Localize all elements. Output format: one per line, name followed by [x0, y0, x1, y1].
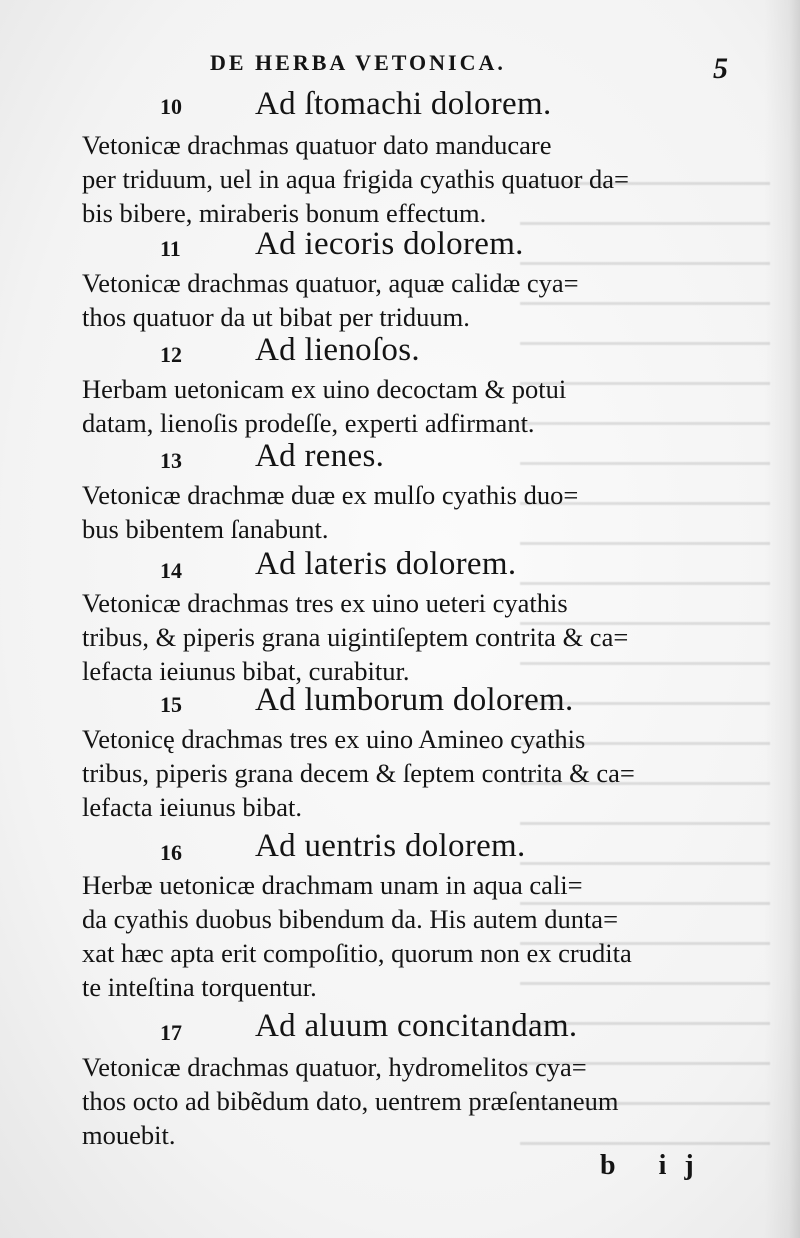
section-text: [82, 722, 722, 824]
section-number: 12: [160, 342, 182, 367]
section-heading: Ad renes.: [255, 438, 385, 474]
section-heading: Ad lumborum dolorem.: [255, 682, 574, 718]
text-line: lefacta ieiunus bibat, curabitur.: [82, 656, 410, 686]
text-line: per triduum, uel in aqua frigida cyathis quatuor da=: [82, 164, 629, 194]
section-text: [82, 128, 722, 230]
signature-mark: b ij: [600, 1150, 712, 1181]
text-line: da cyathis duobus bibendum da. His autem dunta=: [82, 904, 619, 934]
section-number: 17: [160, 1020, 182, 1045]
text-line: Vetonicæ drachmas quatuor, hydromelitos cya=: [82, 1052, 587, 1082]
section-number: 15: [160, 692, 182, 717]
text-line: mouebit.: [82, 1120, 176, 1150]
text-line: te inteſtina torquentur.: [82, 972, 317, 1002]
section-text: [82, 586, 722, 688]
section-number: 11: [160, 236, 181, 261]
text-line: Herbæ uetonicæ drachmam unam in aqua cali=: [82, 870, 583, 900]
page-edge-shadow: [764, 0, 800, 1238]
text-line: tribus, & piperis grana uigintiſeptem contrita & ca=: [82, 622, 629, 652]
section-text: [82, 1050, 722, 1152]
text-line: Herbam uetonicam ex uino decoctam & potui: [82, 374, 567, 404]
page-number: 5: [713, 52, 728, 85]
text-line: thos octo ad bibẽdum dato, uentrem præſentaneum: [82, 1086, 619, 1116]
section-text: [82, 868, 722, 1004]
section-text: [82, 266, 722, 334]
text-line: Vetonicæ drachmas tres ex uino ueteri cyathis: [82, 588, 568, 618]
running-head: DE HERBA VETONICA.: [210, 50, 506, 75]
text-line: datam, lienoſis prodeſſe, experti adfirmant.: [82, 408, 535, 438]
text-line: Vetonicæ drachmas quatuor dato manducare: [82, 130, 552, 160]
section-text: [82, 372, 722, 440]
section-heading: Ad iecoris dolorem.: [255, 226, 524, 262]
section-heading: Ad aluum concitandam.: [255, 1008, 578, 1044]
text-line: Vetonicæ drachmæ duæ ex mulſo cyathis duo=: [82, 480, 579, 510]
section-heading: Ad uentris dolorem.: [255, 828, 526, 864]
section-text: [82, 478, 722, 546]
section-number: 14: [160, 558, 182, 583]
section-number: 13: [160, 448, 182, 473]
section-number: 16: [160, 840, 182, 865]
section-number: 10: [160, 94, 182, 119]
text-line: Vetonicæ drachmas quatuor, aquæ calidæ cya=: [82, 268, 579, 298]
text-line: lefacta ieiunus bibat.: [82, 792, 303, 822]
text-line: bis bibere, miraberis bonum effectum.: [82, 198, 487, 228]
text-line: Vetonicę drachmas tres ex uino Amineo cyathis: [82, 724, 586, 754]
section-heading: Ad ſtomachi dolorem.: [255, 86, 552, 122]
section-heading: Ad lienoſos.: [255, 332, 420, 368]
text-line: xat hæc apta erit compoſitio, quorum non ex crudita: [82, 938, 632, 968]
text-line: thos quatuor da ut bibat per triduum.: [82, 302, 470, 332]
text-line: tribus, piperis grana decem & ſeptem contrita & ca=: [82, 758, 635, 788]
text-line: bus bibentem ſanabunt.: [82, 514, 329, 544]
section-heading: Ad lateris dolorem.: [255, 546, 517, 582]
